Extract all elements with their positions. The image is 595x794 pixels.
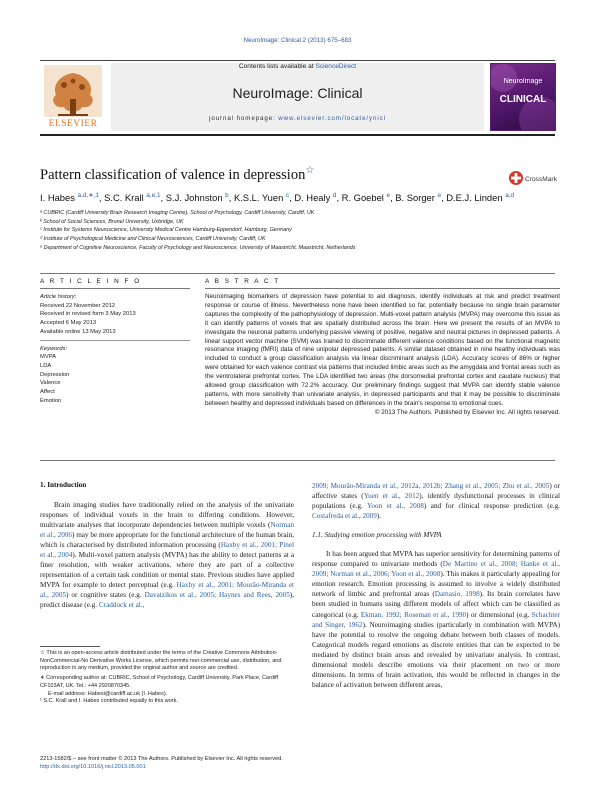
citation-link[interactable]: Davatzikos et al., 2005; Haynes and Rees, 2005 [144, 591, 290, 600]
publisher-logo-text: ELSEVIER [48, 119, 98, 129]
body-left-column [40, 500, 294, 611]
author: S.C. Krall [104, 192, 144, 204]
abstract-paragraph: Neuroimaging biomarkers of depression have potential to aid diagnosis, identify individuals at risk and predict treatment response or course of illness. Nevertheless none have been identified so far, potentially because no single brain parameter captures the complexity of the pathophysiology of depression. Multi-voxel pattern analysis (MVPA) may overcome this issue as it can identify patterns of voxels that are spatially distributed across the brain. Here we present the results of an MVPA to investigate the neuronal patterns underlying passive viewing of positive, negative and neutral pictures in depressed patients. A linear support vector machine (SVM) was trained to discriminate different valence conditions based on the functional magnetic resonance imaging (fMRI) data of nine unipolar depressed patients. A similar dataset obtained in nine healthy individuals was included to conduct a group classification analysis via linear discriminant analysis (LDA). Accuracy scores of 86% or higher were obtained for each valence contrast via patterns that included limbic areas such as the amygdala and frontal areas such as the ventrolateral prefrontal cortex. The LDA identified two areas (the dorsomedial prefrontal cortex and caudate nucleus) that allowed group classification with 72.2% accuracy. Our preliminary findings suggest that MVPA can identify stable valence patterns, with more sensitivity than univariate analysis, in depressed participants and that it may be possible to discriminate between healthy and depressed individuals based on differences in the brain's response to emotional cues. [205, 293, 560, 407]
article-info-rule [40, 288, 190, 289]
affiliations-divider [40, 273, 555, 274]
citation-link[interactable]: Yuen et al., 2012 [363, 492, 420, 501]
body-text: ). Multi-voxel pattern analysis (MVPA) has the ability to detect patterns at a finer resolution, with weaker activations, where they are part of a collective representation of a certain task condition or mental state. Previous studies have applied MVPA for example to detect perceptual (e.g. [40, 551, 295, 590]
citation-link[interactable]: Schachter and Singer, 1962 [312, 610, 560, 629]
citation-link[interactable]: Haxby et al., 2001; Mourão-Miranda et al., 2005 [40, 581, 295, 600]
body-text: ) and for clinical response prediction (e.g. [423, 502, 560, 511]
history-label: Article history: [40, 294, 77, 300]
affiliation: ᵈ Institute of Psychological Medicine and Clinical Neurosciences, Cardiff University, Cardiff, UK [40, 236, 266, 243]
footnote-corresponding: ∗ Corresponding author at: CUBRIC, School of Psychology, Cardiff University, Park Place, Cardiff CF103AT, UK. Tel.: +44 2920870345. [40, 675, 279, 689]
citation-link[interactable]: Craddock et al., [98, 601, 145, 610]
abstract-rule [205, 288, 560, 289]
author-affil-link[interactable]: a,d [505, 192, 515, 199]
history-item: Received in revised form 3 May 2013 [40, 311, 136, 318]
body-text: ). This makes it particularly appealing for emotion research. Emotion processing is assumed to involve a widely distributed network of limbic and prefrontal areas ( [312, 570, 561, 599]
body-text: Brain imaging studies have traditionally relied on the analysis of the univariate responses of individual voxels in the brain to differing conditions. However, multivariate analyses that incorporate dependencies between multiple voxels ( [40, 501, 294, 530]
citation-link[interactable]: Ekman, 1992; Roseman et al., 1990 [360, 610, 467, 619]
footnote-equal-contribution: ¹ S.C. Krall and I. Habes contributed equally to this work. [40, 698, 178, 705]
homepage-url-link[interactable]: www.elsevier.com/locate/ynicl [278, 115, 386, 122]
article-title [40, 165, 314, 184]
body-text: ), identify dysfunctional processes in clinical populations (e.g. [312, 492, 560, 511]
body-text: It has been argued that MVPA has superior sensitivity for determining patterns of response compared to univariate methods ( [312, 550, 560, 569]
journal-name: NeuroImage: Clinical [232, 85, 363, 101]
abstract-heading: A B S T R A C T [205, 278, 281, 285]
doi-link[interactable]: http://dx.doi.org/10.1016/j.nicl.2013.05.001 [40, 764, 146, 770]
body-text: ), predict disease (e.g. [40, 591, 295, 610]
article-info-heading: A R T I C L E I N F O [40, 278, 142, 285]
cover-title-line2: CLINICAL [499, 94, 547, 105]
sciencedirect-link[interactable]: ScienceDirect [315, 63, 357, 70]
author: K.S.L. Yuen [233, 192, 284, 204]
body-paragraph [312, 481, 560, 521]
author-affil-link[interactable]: e [386, 192, 391, 199]
author-affil-link[interactable]: e [437, 192, 442, 199]
author: S.J. Johnston [165, 192, 223, 204]
body-text: ). Its brain correlates have been studied in humans using different models of affect which can be classified as categorical (e.g. [312, 590, 560, 619]
abstract-copyright: © 2013 The Authors. Published by Elsevier Inc. All rights reserved. [374, 408, 560, 416]
citation-link[interactable]: De Martino et al., 2008; Hanke et al., 2009; Norman et al., 2006; Yoon et al., 2008 [312, 560, 561, 579]
author: I. Habes [40, 192, 75, 204]
body-text: ) or affective states ( [312, 482, 560, 501]
citation-link[interactable]: Haxby et al., 2001; Pinel et al., 2004 [40, 541, 294, 560]
author: D. Healy [294, 192, 331, 204]
body-right-column [312, 481, 560, 690]
footnote-email[interactable]: E-mail address: Habesi@cardiff.ac.uk (I. Habes). [48, 690, 168, 697]
citation-link[interactable]: Norman et al., 2006 [40, 521, 294, 540]
footnote-license: ☆ This is an open-access article distributed under the terms of the Creative Commons Attribution-NonCommercial-No Derivative Works License, which permits non-commercial use, distribution, and reproduction in any medium, provided the original author and source are credited. [40, 650, 282, 672]
keywords-rule [40, 340, 190, 341]
author-affil-link[interactable]: a,d,∗,1 [77, 192, 99, 199]
body-text: ) or dimensional (e.g. [466, 610, 532, 619]
footnotes [40, 650, 294, 706]
affiliation-list [40, 209, 560, 253]
keyword: Affect [40, 389, 55, 396]
author: D.E.J. Linden [446, 192, 503, 204]
citation-link[interactable]: Yoon et al., 2008 [366, 502, 424, 511]
journal-homepage-line [111, 115, 484, 122]
author-list: I. Habes $^{a,d,∗,1}$, S.C. Krall $^{a,e,1}$, S.J. Johnston $^b$, K.S.L. Yuen $^c$, D. Healy $^d$, R. Goebel $^e$, B. Sorger $^e$, D.E.J. Linden $^{a,d}$ [40, 192, 515, 204]
author-affil-link[interactable]: c [285, 192, 290, 199]
homepage-prefix: journal homepage: [209, 115, 279, 122]
affiliation: ᵇ School of Social Sciences, Brunel University, Uxbridge, UK [40, 218, 184, 225]
article-title-text: Pattern classification of valence in depression [40, 166, 306, 183]
body-text: ). Neuroimaging studies (particularly in combination with MVPA) have the potential to resolve the ongoing debate between both classes of models. Categorical models regard emotions as discrete entities that can be expected to be mediated by distinct brain areas and revealed by univariate analysis. In contrast, dimensional models describe emotions via their placement on two or more dimensions. In terms of brain activation, this would be reflected in changes in the balance of activation between different areas, [312, 620, 560, 689]
history-item: Received 22 November 2012 [40, 302, 116, 309]
body-paragraph [40, 500, 294, 611]
header-bottom-rule [40, 134, 555, 136]
abstract-bottom-rule [40, 460, 555, 461]
body-text: ) may be more appropriate for the functional architecture of the human brain, which is characterised by distributed information processing ( [40, 531, 294, 550]
author-affil-link[interactable]: d [332, 192, 337, 199]
affiliation: ᶜ Institute for Systems Neuroscience, University Medical Centre Hamburg-Eppendorf, Hamburg, Germany [40, 227, 292, 234]
keyword: Depression [40, 371, 70, 378]
article-info-panel [40, 293, 190, 405]
body-text: ). [376, 512, 382, 521]
citation-link[interactable]: Costafreda et al., 2009 [312, 512, 377, 521]
subsection-heading: 1.1. Studying emotion processing with MVPA [312, 531, 442, 540]
author: B. Sorger [395, 192, 435, 204]
abstract-body [205, 293, 560, 418]
header-top-rule [40, 60, 555, 61]
author: R. Goebel [341, 192, 384, 204]
keyword: Valence [40, 380, 61, 387]
history-item: Available online 13 May 2013 [40, 328, 116, 335]
keyword: LDA [40, 362, 52, 369]
crossmark-label: CrossMark [525, 176, 557, 183]
history-item: Accepted 6 May 2013 [40, 320, 97, 327]
crossmark-badge[interactable] [508, 170, 558, 186]
body-paragraph [312, 549, 560, 690]
footnote-rule [40, 646, 100, 647]
citation-link[interactable]: Damasio, 1998 [434, 590, 480, 599]
body-text: ) or cognitive states (e.g. [66, 591, 145, 600]
affiliation: ᵉ Department of Cognitive Neuroscience, Faculty of Psychology and Neuroscience, University of Maastricht, Maastricht, Netherlands [40, 244, 356, 251]
affiliation: ᵃ CUBRIC (Cardiff University Brain Research Imaging Centre), School of Psychology, Cardiff University, Cardiff, UK [40, 210, 315, 216]
citation-link[interactable]: 2009; Mourão-Miranda et al., 2012a, 2012b; Zhang et al., 2005; Zhu et al., 2005 [312, 482, 550, 490]
bottom-metadata [40, 755, 283, 771]
keyword: Emotion [40, 397, 62, 404]
contents-prefix: Contents lists available at [238, 63, 316, 70]
contents-available-line [111, 63, 484, 70]
author-affil-link[interactable]: a,e,1 [146, 192, 161, 199]
journal-citation-link[interactable]: NeuroImage: Clinical 2 (2013) 675–683 [243, 37, 352, 44]
section-heading-introduction: 1. Introduction [40, 481, 87, 489]
issn-line: 2213-1582/$ – see front matter © 2013 The Authors. Published by Elsevier Inc. All rights reserved. [40, 756, 283, 762]
keyword: MVPA [40, 354, 56, 361]
author-affil-link[interactable]: b [225, 192, 229, 199]
cover-title-line1: NeuroImage [503, 78, 543, 85]
keywords-label: Keywords: [40, 345, 68, 352]
title-footnote-mark[interactable]: ☆ [305, 165, 315, 176]
